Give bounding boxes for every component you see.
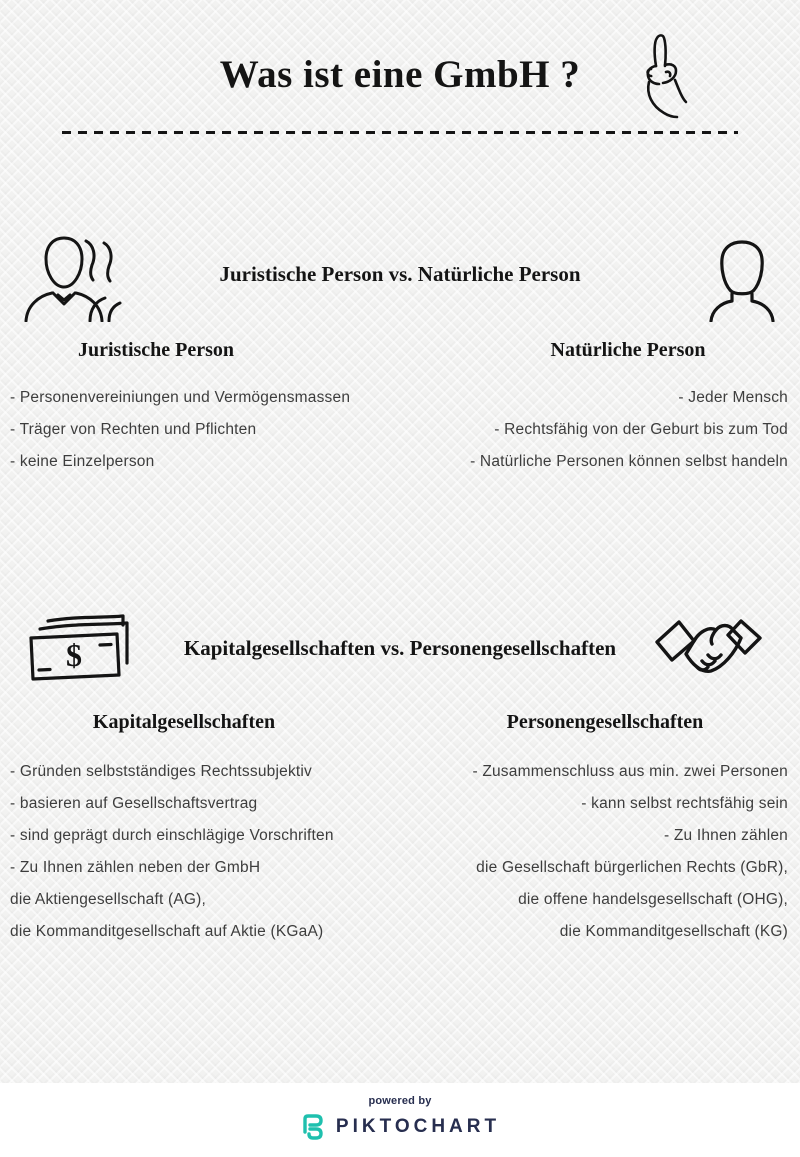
- list-item: - Zu Ihnen zählen neben der GmbH: [10, 859, 261, 876]
- section2-left-list: [10, 756, 334, 948]
- piktochart-wordmark: PIKTOCHART: [335, 1116, 501, 1137]
- list-item: - Gründen selbstständiges Rechtssubjektiv: [10, 763, 312, 780]
- list-item: - Jeder Mensch: [678, 389, 788, 406]
- section1-right-title: Natürliche Person: [550, 339, 706, 361]
- footer: [0, 1083, 800, 1157]
- list-item: die Aktiengesellschaft (AG),: [10, 891, 206, 908]
- list-item: die Gesellschaft bürgerlichen Rechts (GbR),: [476, 859, 788, 876]
- svg-text:$: $: [66, 637, 82, 673]
- person-icon: [706, 238, 778, 322]
- page-title: Was ist eine GmbH ?: [219, 53, 581, 96]
- piktochart-logo[interactable]: [300, 1112, 500, 1142]
- section1-heading: Juristische Person vs. Natürliche Person: [219, 262, 581, 286]
- list-item: die Kommanditgesellschaft auf Aktie (KGaA): [10, 923, 324, 940]
- section2-right-list: [472, 756, 788, 948]
- list-item: - Personenvereiniungen und Vermögensmassen: [10, 389, 351, 406]
- list-item: - Zusammenschluss aus min. zwei Personen: [472, 763, 788, 780]
- piktochart-logo-icon: [300, 1112, 326, 1142]
- list-item: - keine Einzelperson: [10, 453, 155, 470]
- section2-left-title: Kapitalgesellschaften: [92, 711, 276, 733]
- finger-pointing-up-icon: [630, 32, 690, 120]
- list-item: - sind geprägt durch einschlägige Vorschriften: [10, 827, 334, 844]
- dashed-divider: [62, 131, 738, 134]
- list-item: die Kommanditgesellschaft (KG): [559, 923, 788, 940]
- list-item: - Träger von Rechten und Pflichten: [10, 421, 257, 438]
- section1-right-list: [470, 382, 788, 478]
- section1-left-list: [10, 382, 350, 478]
- section2-right-title: Personengesellschaften: [506, 711, 704, 733]
- section2-heading: Kapitalgesellschaften vs. Personengesellschaften: [183, 636, 617, 660]
- list-item: die offene handelsgesellschaft (OHG),: [518, 891, 788, 908]
- list-item: - basieren auf Gesellschaftsvertrag: [10, 795, 258, 812]
- list-item: - Natürliche Personen können selbst handeln: [470, 453, 788, 470]
- list-item: - Rechtsfähig von der Geburt bis zum Tod: [494, 421, 788, 438]
- list-item: - kann selbst rechtsfähig sein: [581, 795, 788, 812]
- section1-left-title: Juristische Person: [77, 339, 235, 361]
- list-item: - Zu Ihnen zählen: [663, 827, 788, 844]
- powered-by-label: powered by: [368, 1095, 432, 1107]
